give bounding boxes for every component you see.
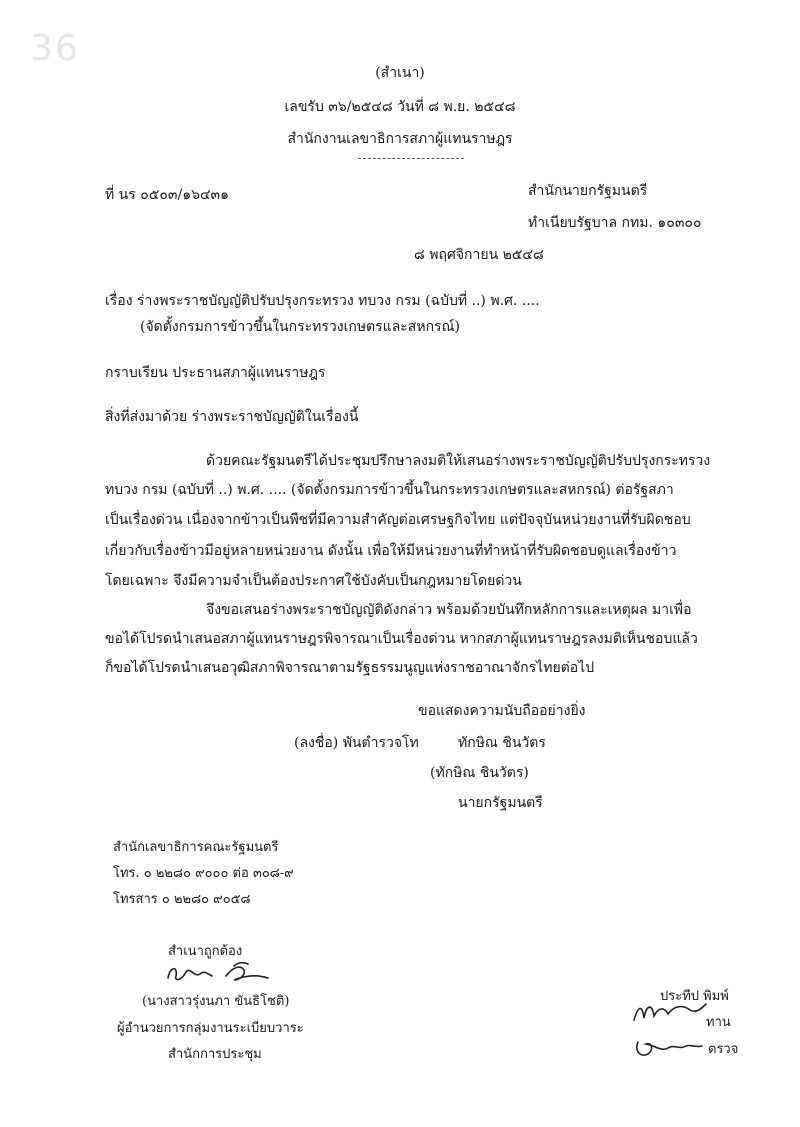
letter-date: ๘ พฤศจิกายน ๒๕๔๘ xyxy=(414,247,544,263)
certifier-department: สำนักการประชุม xyxy=(168,1047,262,1062)
body-line: จึงขอเสนอร่างพระราชบัญญัติดังกล่าว พร้อมด้วยบันทึกหลักการและเหตุผล มาเพื่อ xyxy=(206,602,692,618)
subject-line-2: (จัดตั้งกรมการข้าวขึ้นในกระทรวงเกษตรและสหกรณ์) xyxy=(140,319,461,335)
receipt-number: เลขรับ ๓๖/๒๕๔๘ วันที่ ๘ พ.ย. ๒๕๔๘ xyxy=(284,99,516,115)
sender-office: สำนักนายกรัฐมนตรี xyxy=(528,183,648,199)
page-number-mark: 36 xyxy=(30,28,80,69)
salutation: กราบเรียน ประธานสภาผู้แทนราษฎร xyxy=(105,365,326,381)
checker-initials xyxy=(632,1032,708,1062)
copy-label: (สำเนา) xyxy=(375,65,425,81)
contact-fax: โทรสาร ๐ ๒๒๘๐ ๙๐๕๘ xyxy=(113,892,251,907)
typist-initials xyxy=(630,996,710,1026)
enclosure: สิ่งที่ส่งมาด้วย ร่างพระราชบัญญัติในเรื่องนี้ xyxy=(105,409,359,425)
typist-note: ประทีป พิมพ์ xyxy=(660,989,729,1004)
signed-label: (ลงชื่อ) พันตำรวจโท xyxy=(294,735,419,751)
signer-title: นายกรัฐมนตรี xyxy=(458,795,543,811)
certified-copy-label: สำเนาถูกต้อง xyxy=(168,944,243,959)
signer-name-parenthetical: (ทักษิณ ชินวัตร) xyxy=(430,765,529,781)
sender-address: ทำเนียบรัฐบาล กทม. ๑๐๓๐๐ xyxy=(528,215,702,231)
contact-phone: โทร. ๐ ๒๒๘๐ ๙๐๐๐ ต่อ ๓๐๘-๙ xyxy=(113,866,294,881)
body-line: โดยเฉพาะ จึงมีความจำเป็นต้องประกาศใช้บังคับเป็นกฎหมายโดยด่วน xyxy=(105,573,522,589)
copied-note: ทาน xyxy=(706,1015,731,1030)
signer-name: ทักษิณ ชินวัตร xyxy=(458,735,546,751)
body-line: เกี่ยวกับเรื่องข้าวมีอยู่หลายหน่วยงาน ดังนั้น เพื่อให้มีหน่วยงานที่ทำหน้าที่รับผิดชอบดูแลเรื่องข้าว xyxy=(105,543,677,559)
body-line: ด้วยคณะรัฐมนตรีได้ประชุมปรึกษาลงมติให้เสนอร่างพระราชบัญญัติปรับปรุงกระทรวง xyxy=(206,453,711,469)
body-line: เป็นเรื่องด่วน เนื่องจากข้าวเป็นพืชที่มีความสำคัญต่อเศรษฐกิจไทย แต่ปัจจุบันหน่วยงานที่รับผิดชอบ xyxy=(105,512,691,528)
closing: ขอแสดงความนับถืออย่างยิ่ง xyxy=(418,703,586,719)
body-line: ทบวง กรม (ฉบับที่ ..) พ.ศ. .... (จัดตั้งกรมการข้าวขึ้นในกระทรวงเกษตรและสหกรณ์) ต่อรัฐสภา xyxy=(105,482,674,498)
certifier-position: ผู้อำนวยการกลุ่มงานระเบียบวาระ xyxy=(117,1021,304,1036)
contact-office: สำนักเลขาธิการคณะรัฐมนตรี xyxy=(113,840,279,855)
subject-line-1: เรื่อง ร่างพระราชบัญญัติปรับปรุงกระทรวง ทบวง กรม (ฉบับที่ ..) พ.ศ. .... xyxy=(105,293,540,309)
reference-number: ที่ นร ๐๕๐๓/๑๖๔๓๑ xyxy=(105,187,230,203)
certifier-name: (นางสาวรุ่งนภา ขันธิโชติ) xyxy=(142,994,290,1009)
header-divider xyxy=(358,158,464,159)
body-line: ขอได้โปรดนำเสนอสภาผู้แทนราษฎรพิจารณาเป็นเรื่องด่วน หากสภาผู้แทนราษฎรลงมติเห็นชอบแล้ว xyxy=(105,631,698,647)
receiving-office: สำนักงานเลขาธิการสภาผู้แทนราษฎร xyxy=(287,131,513,147)
body-line: ก็ขอได้โปรดนำเสนอวุฒิสภาพิจารณาตามรัฐธรรมนูญแห่งราชอาณาจักรไทยต่อไป xyxy=(105,660,595,676)
checked-note: ตรวจ xyxy=(708,1042,739,1057)
certifier-signature xyxy=(160,958,280,986)
